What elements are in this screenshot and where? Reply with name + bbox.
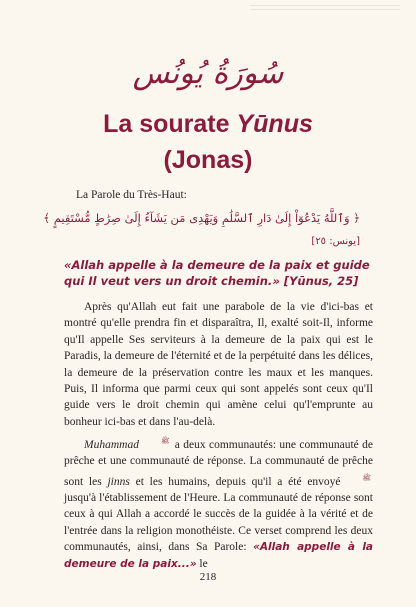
bleed-through-lines [250,2,400,12]
verse-open-quote: « [64,258,72,272]
verse-translation-reference: [Yūnus, 25] [283,274,359,288]
arabic-verse: ﴿ وَٱللَّهُ يَدْعُوٓاْ إِلَىٰ دَارِ ٱلسَّلَٰمِ وَيَهْدِى مَن يَشَآءُ إِلَىٰ صِرَٰطٍ مُّسْتَقِيمٍ ﴾ [43,211,360,225]
chapter-title [0,110,416,139]
verse-close-quote: » [272,274,280,288]
paragraph-2 [64,433,373,572]
inline-verse-quote: «Allah appelle à la demeure de la paix...» [64,541,373,570]
salutation-glyph: ﷺ [160,437,170,445]
verse-translation-text: Allah appelle à la demeure de la paix et guide qui Il veut vers un droit chemin. [64,258,370,288]
salutation-glyph-2: ﷺ [362,473,371,482]
prophet-name: Muhammad [84,438,139,451]
paragraph-2-part-1: a deux communautés: une communauté de prêche et une communauté de réponse. La communauté de prêche sont les [64,438,373,488]
french-verse-translation [64,257,374,289]
arabic-verse-reference: [يونس: ٢٥] [311,236,360,247]
chapter-subtitle: (Jonas) [163,146,253,174]
paragraph-2-part-2: et les humains, depuis qu'il a été envoyé [129,475,341,488]
intro-text: La Parole du Très-Haut: [76,189,187,201]
arabic-surah-title: سُورَةُ يُونُس [132,56,284,91]
page-number: 218 [199,571,217,583]
paragraph-2-part-4: le [196,557,208,570]
paragraph-1: Après qu'Allah eut fait une parabole de la vie d'ici-bas et montré qu'elle prendra fin et disparaîtra, Il, exalté soit-Il, informe qu'Il appelle Ses serviteurs à la demeure de la paix qui est le Paradis, la demeure de l'éternité et de la perpétuité dans les délices, la demeure de la préservation contre les maux et les manques. Puis, Il informa que parmi ceux qui sont appelés sont ceux qu'Il guide vers le droit chemin qui amène celui qu'l'emprunte au bonheur ici-bas et dans l'au-delà. [64,301,373,428]
chapter-title-name: Yūnus [236,110,313,138]
paragraph-2-part-3: jusqu'à l'établissement de l'Heure. La communauté de réponse sont ceux à qui Allah a accordé le succès de la guidée à la vérité et de l'entrée dans la religion monothéiste. Ce verset comprend les deux communautés, ainsi, dans Sa Parole: [64,491,373,554]
chapter-title-prefix: La sourate [103,110,237,138]
jinns-term: jinns [107,475,130,488]
